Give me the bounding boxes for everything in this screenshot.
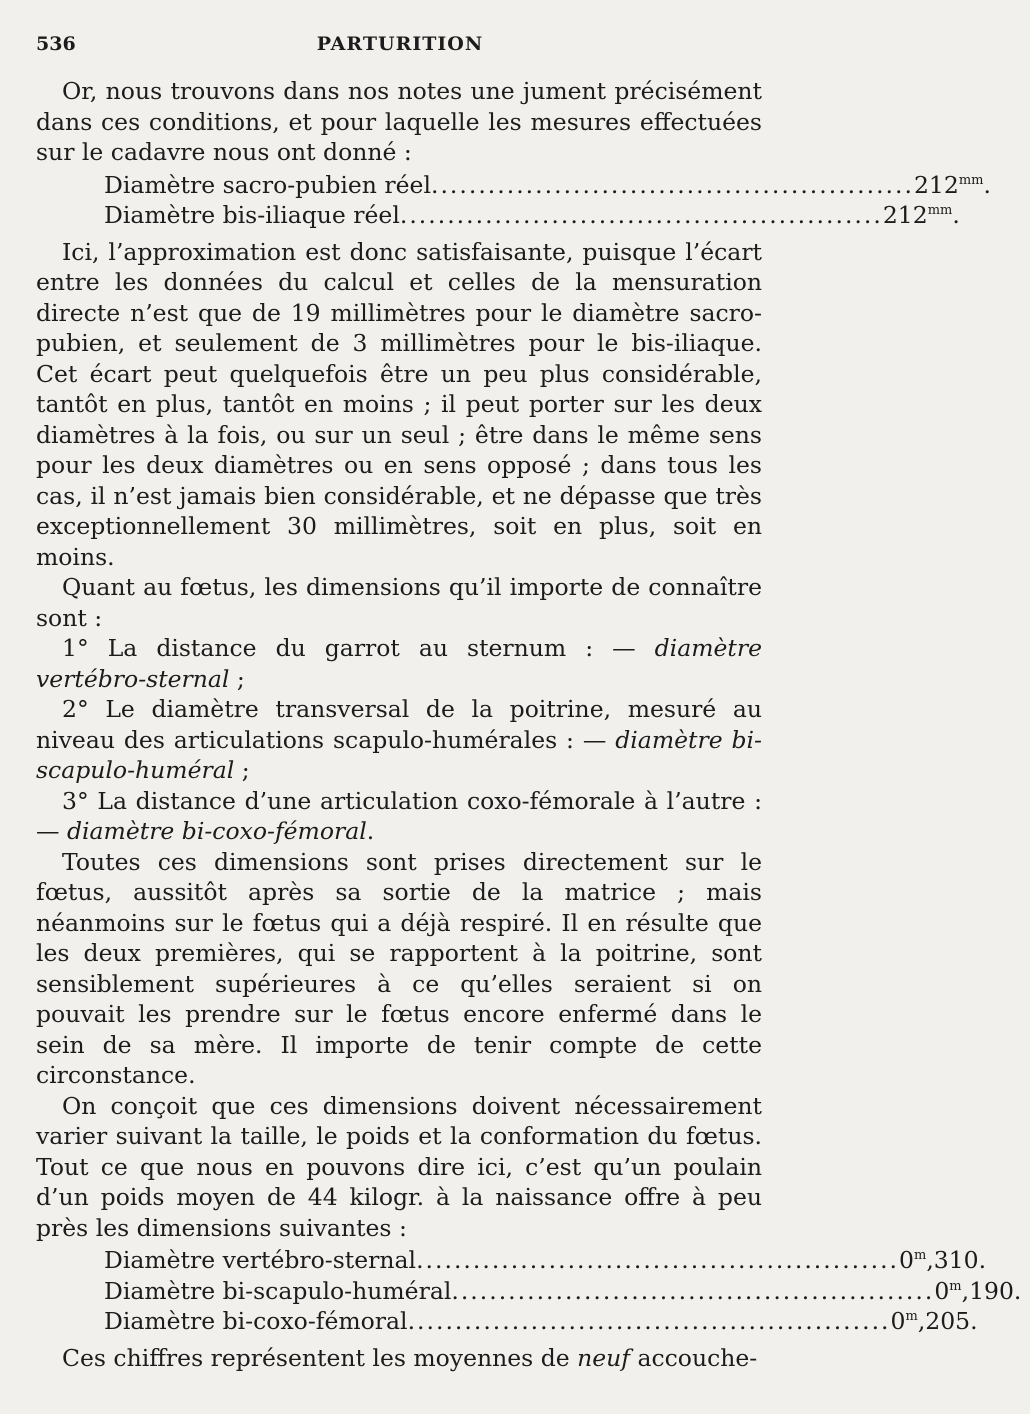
measurement-row	[104, 200, 960, 231]
list-item-1: 1° La distance du garrot au sternum : — diamètre vertébro-sternal ;	[36, 634, 762, 693]
paragraph-1: Or, nous trouvons dans nos notes une jument précisément dans ces conditions, et pour laquelle les mesures effectuées sur le cadavre nous ont donné :	[36, 77, 762, 166]
measurement-value: 0$^m$,205.	[890, 1307, 978, 1335]
leader-dots: ...................................................	[416, 1246, 900, 1274]
measurement-list-2	[104, 1245, 1022, 1337]
measurement-label: Diamètre bis-iliaque réel	[104, 201, 400, 229]
leader-dots: ...................................................	[399, 201, 883, 229]
measurement-label: Diamètre sacro-pubien réel	[104, 170, 431, 199]
measurement-row	[104, 1306, 978, 1337]
leader-dots: ...................................................	[451, 1276, 935, 1305]
measurement-value: 0$^m$,310.	[899, 1246, 987, 1274]
list-item-3: 3° La distance d’une articulation coxo-fémorale à l’autre : — diamètre bi-coxo-fémoral.	[36, 786, 762, 845]
leader-dots: ...................................................	[407, 1307, 891, 1335]
paragraph-5: On conçoit que ces dimensions doivent nécessairement varier suivant la taille, le poids et la conformation du fœtus. Tout ce que nous en pouvons dire ici, c’est qu’un poulain d’un poids moyen de 44 kilogr. à la naissance offre à peu près les dimensions suivantes :	[36, 1091, 762, 1242]
measurement-row	[104, 1276, 1022, 1307]
measurement-label: Diamètre vertébro-sternal	[104, 1246, 417, 1274]
paragraph-4: Toutes ces dimensions sont prises directement sur le fœtus, aussitôt après sa sortie de la matrice ; mais néanmoins sur le fœtus qui a déjà respiré. Il en résulte que les deux premières, qui se rapportent à la poitrine, sont sensiblement supérieures à ce qu’elles seraient si on pouvait les prendre sur le fœtus encore enfermé dans le sein de sa mère. Il importe de tenir compte de cette circonstance.	[36, 847, 762, 1089]
measurement-label: Diamètre bi-coxo-fémoral	[104, 1307, 408, 1335]
measurement-row	[104, 1245, 987, 1276]
measurement-row	[104, 170, 991, 201]
running-title: PARTURITION	[316, 33, 484, 55]
paragraph-3: Quant au fœtus, les dimensions qu’il importe de connaître sont :	[36, 573, 762, 632]
list-item-2: 2° Le diamètre transversal de la poitrine, mesuré au niveau des articulations scapulo-humérales : — diamètre bi-scapulo-huméral ;	[36, 695, 762, 784]
page-number: 536	[36, 33, 76, 55]
page-header	[36, 33, 764, 59]
measurement-list-1	[104, 170, 991, 231]
leader-dots: ...................................................	[430, 170, 914, 199]
measurement-value: 0$^m$,190.	[934, 1276, 1022, 1305]
measurement-value: $212^{mm}$.	[913, 170, 991, 199]
paragraph-2: Ici, l’approximation est donc satisfaisante, puisque l’écart entre les données du calcul et celles de la mensuration directe n’est que de 19 millimètres pour le diamètre sacro-pubien, et seulement de 3 millimètres pour le bis-iliaque. Cet écart peut quelquefois être un peu plus considérable, tantôt en plus, tantôt en moins ; il peut porter sur les deux diamètres à la fois, ou sur un seul ; être dans le même sens pour les deux diamètres ou en sens opposé ; dans tous les cas, il n’est jamais bien considérable, et ne dépasse que très exceptionnellement 30 millimètres, soit en plus, soit en moins.	[36, 237, 762, 571]
measurement-value: $212^{mm}$.	[882, 201, 960, 229]
paragraph-6: Ces chiffres représentent les moyennes de neuf accouche-	[62, 1343, 758, 1372]
page-body	[36, 76, 1022, 1373]
measurement-label: Diamètre bi-scapulo-huméral	[104, 1276, 452, 1305]
